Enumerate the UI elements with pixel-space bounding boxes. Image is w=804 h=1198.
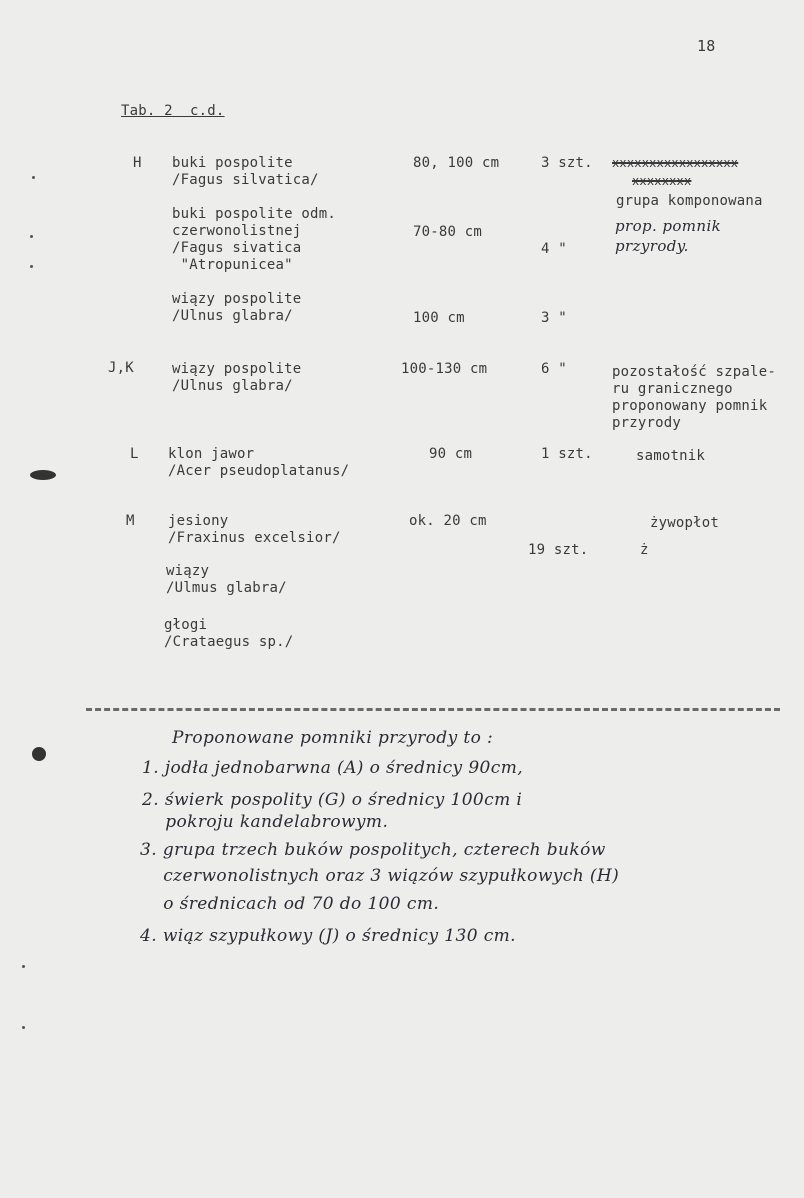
diameter: 80, 100 cm — [413, 155, 500, 171]
margin-dot — [22, 965, 25, 968]
count: 1 szt. — [541, 446, 593, 462]
species-latin: /Ulmus glabra/ — [166, 580, 287, 596]
margin-dot — [30, 265, 33, 268]
handwritten-line: czerwonolistnych oraz 3 wiązów szypułkowych (H) — [140, 866, 620, 886]
margin-dot — [22, 1026, 25, 1029]
handwritten-line: pokroju kandelabrowym. — [142, 812, 389, 832]
ink-blot — [30, 470, 56, 480]
diameter: ok. 20 cm — [409, 513, 487, 529]
note: samotnik — [636, 448, 706, 464]
species-name: buki pospolite odm. — [172, 206, 336, 222]
species-latin: /Fagus sivatica — [172, 240, 302, 256]
diameter: 100 cm — [413, 310, 465, 326]
count: 3 " — [541, 310, 567, 326]
species-latin: /Ulnus glabra/ — [172, 378, 293, 394]
margin-dot — [32, 176, 35, 179]
handwritten-note: przyrody. — [615, 237, 689, 255]
handwritten-note: prop. pomnik — [615, 217, 722, 235]
species-name: czerwonolistnej — [172, 223, 302, 239]
species-latin: /Fraxinus excelsior/ — [168, 530, 341, 546]
ink-blot — [32, 747, 46, 761]
species-name: wiązy pospolite — [172, 361, 302, 377]
handwritten-line: 4. wiąz szypułkowy (J) o średnicy 130 cm. — [140, 926, 516, 946]
page-number: 18 — [697, 37, 716, 55]
species-latin: /Ulnus glabra/ — [172, 308, 293, 324]
count: 4 " — [541, 241, 567, 257]
row-marker: H — [133, 155, 142, 171]
diameter: 70-80 cm — [413, 224, 483, 240]
species-name: głogi — [164, 617, 208, 633]
note: żywopłot — [650, 515, 720, 531]
species-name: buki pospolite — [172, 155, 293, 171]
species-name: klon jawor — [168, 446, 255, 462]
row-marker: J,K — [108, 360, 134, 376]
handwritten-intro: Proponowane pomniki przyrody to : — [172, 728, 494, 748]
diameter: 100-130 cm — [401, 361, 488, 377]
species-name: jesiony — [168, 513, 229, 529]
struck-note: xxxxxxxxxxxxxxxxx — [612, 156, 739, 170]
ditto-mark: ż — [640, 542, 649, 558]
row-marker: L — [130, 446, 139, 462]
separator-line — [86, 708, 780, 711]
struck-note: xxxxxxxx — [632, 174, 692, 188]
count: 3 szt. — [541, 155, 593, 171]
species-name: wiązy — [166, 563, 210, 579]
species-latin: /Fagus silvatica/ — [172, 172, 319, 188]
note: pozostałość szpale- — [612, 364, 776, 380]
note: grupa komponowana — [616, 193, 763, 209]
note: ru granicznego — [612, 381, 733, 397]
note: proponowany pomnik — [612, 398, 768, 414]
handwritten-line: 3. grupa trzech buków pospolitych, czterech buków — [140, 840, 606, 860]
handwritten-line: 2. świerk pospolity (G) o średnicy 100cm i — [142, 790, 523, 810]
species-latin: /Acer pseudoplatanus/ — [168, 463, 350, 479]
species-latin: /Crataegus sp./ — [164, 634, 294, 650]
handwritten-line: 1. jodła jednobarwna (A) o średnicy 90cm, — [142, 758, 524, 778]
diameter: 90 cm — [429, 446, 473, 462]
species-latin: "Atropunicea" — [172, 257, 293, 273]
count: 6 " — [541, 361, 567, 377]
margin-dot — [30, 235, 33, 238]
note: przyrody — [612, 415, 682, 431]
handwritten-line: o średnicach od 70 do 100 cm. — [140, 894, 440, 914]
table-heading: Tab. 2 c.d. — [121, 103, 225, 119]
species-name: wiązy pospolite — [172, 291, 302, 307]
count: 19 szt. — [528, 542, 589, 558]
row-marker: M — [126, 513, 135, 529]
